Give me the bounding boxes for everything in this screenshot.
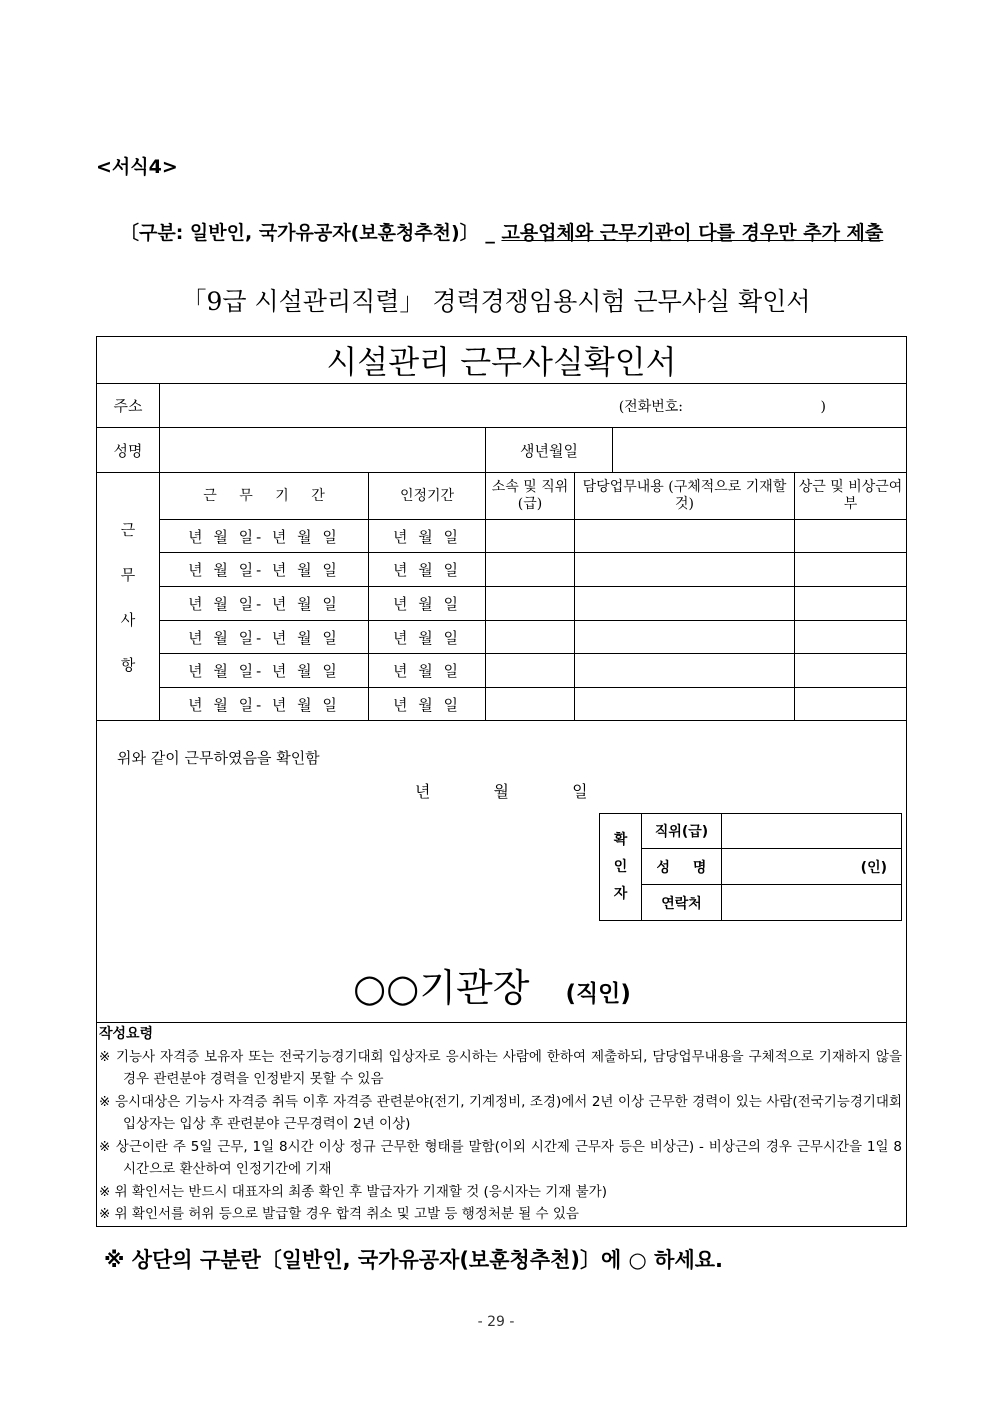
header-duties: 담당업무내용 (구체적으로 기재할 것) xyxy=(575,473,795,520)
work-char: 무 xyxy=(120,565,136,584)
row-position[interactable] xyxy=(486,688,575,721)
confirmer-name-field[interactable] xyxy=(722,849,902,885)
instruction-item: ※ 상근이란 주 5일 근무, 1일 8시간 이상 정규 근무한 형태를 말함(이외 시간제 근무자 등은 비상근) - 비상근의 경우 근무시간을 1일 8시간으로 환산하여 인정기간에 기재 xyxy=(99,1138,903,1177)
agency-seal: (직인) xyxy=(565,981,631,1007)
row-fulltime[interactable] xyxy=(795,553,907,587)
confirmation-section xyxy=(97,721,907,1023)
row-fulltime[interactable] xyxy=(795,520,907,553)
table-title: 시설관리 근무사실확인서 xyxy=(97,337,907,384)
agency-head xyxy=(353,957,631,1012)
header-fulltime: 상근 및 비상근여부 xyxy=(795,473,907,520)
instructions-title: 작성요령 xyxy=(99,1026,154,1042)
row-fulltime[interactable] xyxy=(795,621,907,654)
instruction-item: ※ 기능사 자격증 보유자 또는 전국기능경기대회 입상자로 응시하는 사람에 한하여 제출하되, 담당업무내용을 구체적으로 기재하지 않을 경우 관련분야 경력을 인정받지 못할 수 있음 xyxy=(99,1048,903,1087)
row-fulltime[interactable] xyxy=(795,688,907,721)
confirmer-position-label: 직위(급) xyxy=(642,814,722,849)
row-position[interactable] xyxy=(486,587,575,621)
row-period[interactable]: 년 월 일- 년 월 일 xyxy=(160,654,369,688)
row-duties[interactable] xyxy=(575,587,795,621)
seal-mark: (인) xyxy=(860,859,887,876)
row-duties[interactable] xyxy=(575,654,795,688)
row-position[interactable] xyxy=(486,621,575,654)
row-duties[interactable] xyxy=(575,520,795,553)
instruction-item: ※ 응시대상은 기능사 자격증 취득 이후 자격증 관련분야(전기, 기계정비, 조경)에서 2년 이상 근무한 경력이 있는 사람(전국기능경기대회 입상자는 입상 후 관련분야 근무경력이 2년 이상) xyxy=(99,1093,903,1132)
row-position[interactable] xyxy=(486,654,575,688)
row-approved[interactable]: 년 월 일 xyxy=(369,520,486,553)
row-approved[interactable]: 년 월 일 xyxy=(369,688,486,721)
address-label: 주소 xyxy=(97,384,160,428)
row-period[interactable]: 년 월 일- 년 월 일 xyxy=(160,553,369,587)
confirmer-name-label: 성 명 xyxy=(642,849,722,885)
row-duties[interactable] xyxy=(575,688,795,721)
instructions-section xyxy=(97,1023,907,1227)
work-char: 근 xyxy=(120,520,136,539)
row-approved[interactable]: 년 월 일 xyxy=(369,621,486,654)
header-period: 근 무 기 간 xyxy=(160,473,369,520)
row-period[interactable]: 년 월 일- 년 월 일 xyxy=(160,688,369,721)
category-prefix: 〔구분: 일반인, 국가유공자(보훈청추천)〕 _ xyxy=(120,222,502,244)
row-approved[interactable]: 년 월 일 xyxy=(369,654,486,688)
confirmer-side-label xyxy=(600,814,642,921)
instruction-item: ※ 위 확인서를 허위 등으로 발급할 경우 합격 취소 및 고발 등 행정처분 될 수 있음 xyxy=(99,1206,579,1222)
header-position: 소속 및 직위(급) xyxy=(486,473,575,520)
name-field[interactable] xyxy=(160,428,486,473)
row-period[interactable]: 년 월 일- 년 월 일 xyxy=(160,520,369,553)
form-label: <서식4> xyxy=(96,156,178,178)
row-fulltime[interactable] xyxy=(795,587,907,621)
confirmer-position-field[interactable] xyxy=(722,814,902,849)
row-duties[interactable] xyxy=(575,621,795,654)
footer-note: ※ 상단의 구분란〔일반인, 국가유공자(보훈청추천)〕에 ○ 하세요. xyxy=(104,1248,724,1272)
name-label: 성명 xyxy=(97,428,160,473)
work-char: 항 xyxy=(120,655,136,674)
category-line xyxy=(120,218,883,245)
address-field[interactable] xyxy=(160,384,907,428)
row-position[interactable] xyxy=(486,520,575,553)
confirmer-contact-field[interactable] xyxy=(722,885,902,921)
page-number: - 29 - xyxy=(477,1314,515,1330)
confirmation-date[interactable]: 년 월 일 xyxy=(415,782,588,801)
confirmation-text: 위와 같이 근무하였음을 확인함 xyxy=(117,749,320,767)
confirmer-char: 자 xyxy=(613,885,628,902)
row-duties[interactable] xyxy=(575,553,795,587)
row-fulltime[interactable] xyxy=(795,654,907,688)
confirmer-char: 확 xyxy=(613,831,628,848)
phone-label: (전화번호: xyxy=(618,398,683,415)
phone-close: ) xyxy=(820,398,827,415)
confirmer-contact-label: 연락처 xyxy=(642,885,722,921)
birth-field[interactable] xyxy=(613,428,907,473)
confirmer-table xyxy=(599,813,902,921)
confirmer-char: 인 xyxy=(613,858,628,875)
category-underlined: 고용업체와 근무기관이 다를 경우만 추가 제출 xyxy=(501,222,884,244)
birth-label: 생년월일 xyxy=(486,428,613,473)
row-period[interactable]: 년 월 일- 년 월 일 xyxy=(160,621,369,654)
row-position[interactable] xyxy=(486,553,575,587)
row-period[interactable]: 년 월 일- 년 월 일 xyxy=(160,587,369,621)
row-approved[interactable]: 년 월 일 xyxy=(369,587,486,621)
agency-head-title: ○○기관장 xyxy=(353,966,530,1010)
work-char: 사 xyxy=(120,610,136,629)
work-section-label xyxy=(97,473,160,721)
instruction-item: ※ 위 확인서는 반드시 대표자의 최종 확인 후 발급자가 기재할 것 (응시자는 기재 불가) xyxy=(99,1183,607,1200)
header-approved: 인정기간 xyxy=(369,473,486,520)
document-title: 「9급 시설관리직렬」 경력경쟁임용시험 근무사실 확인서 xyxy=(181,287,811,316)
row-approved[interactable]: 년 월 일 xyxy=(369,553,486,587)
work-confirmation-table xyxy=(96,336,907,1227)
